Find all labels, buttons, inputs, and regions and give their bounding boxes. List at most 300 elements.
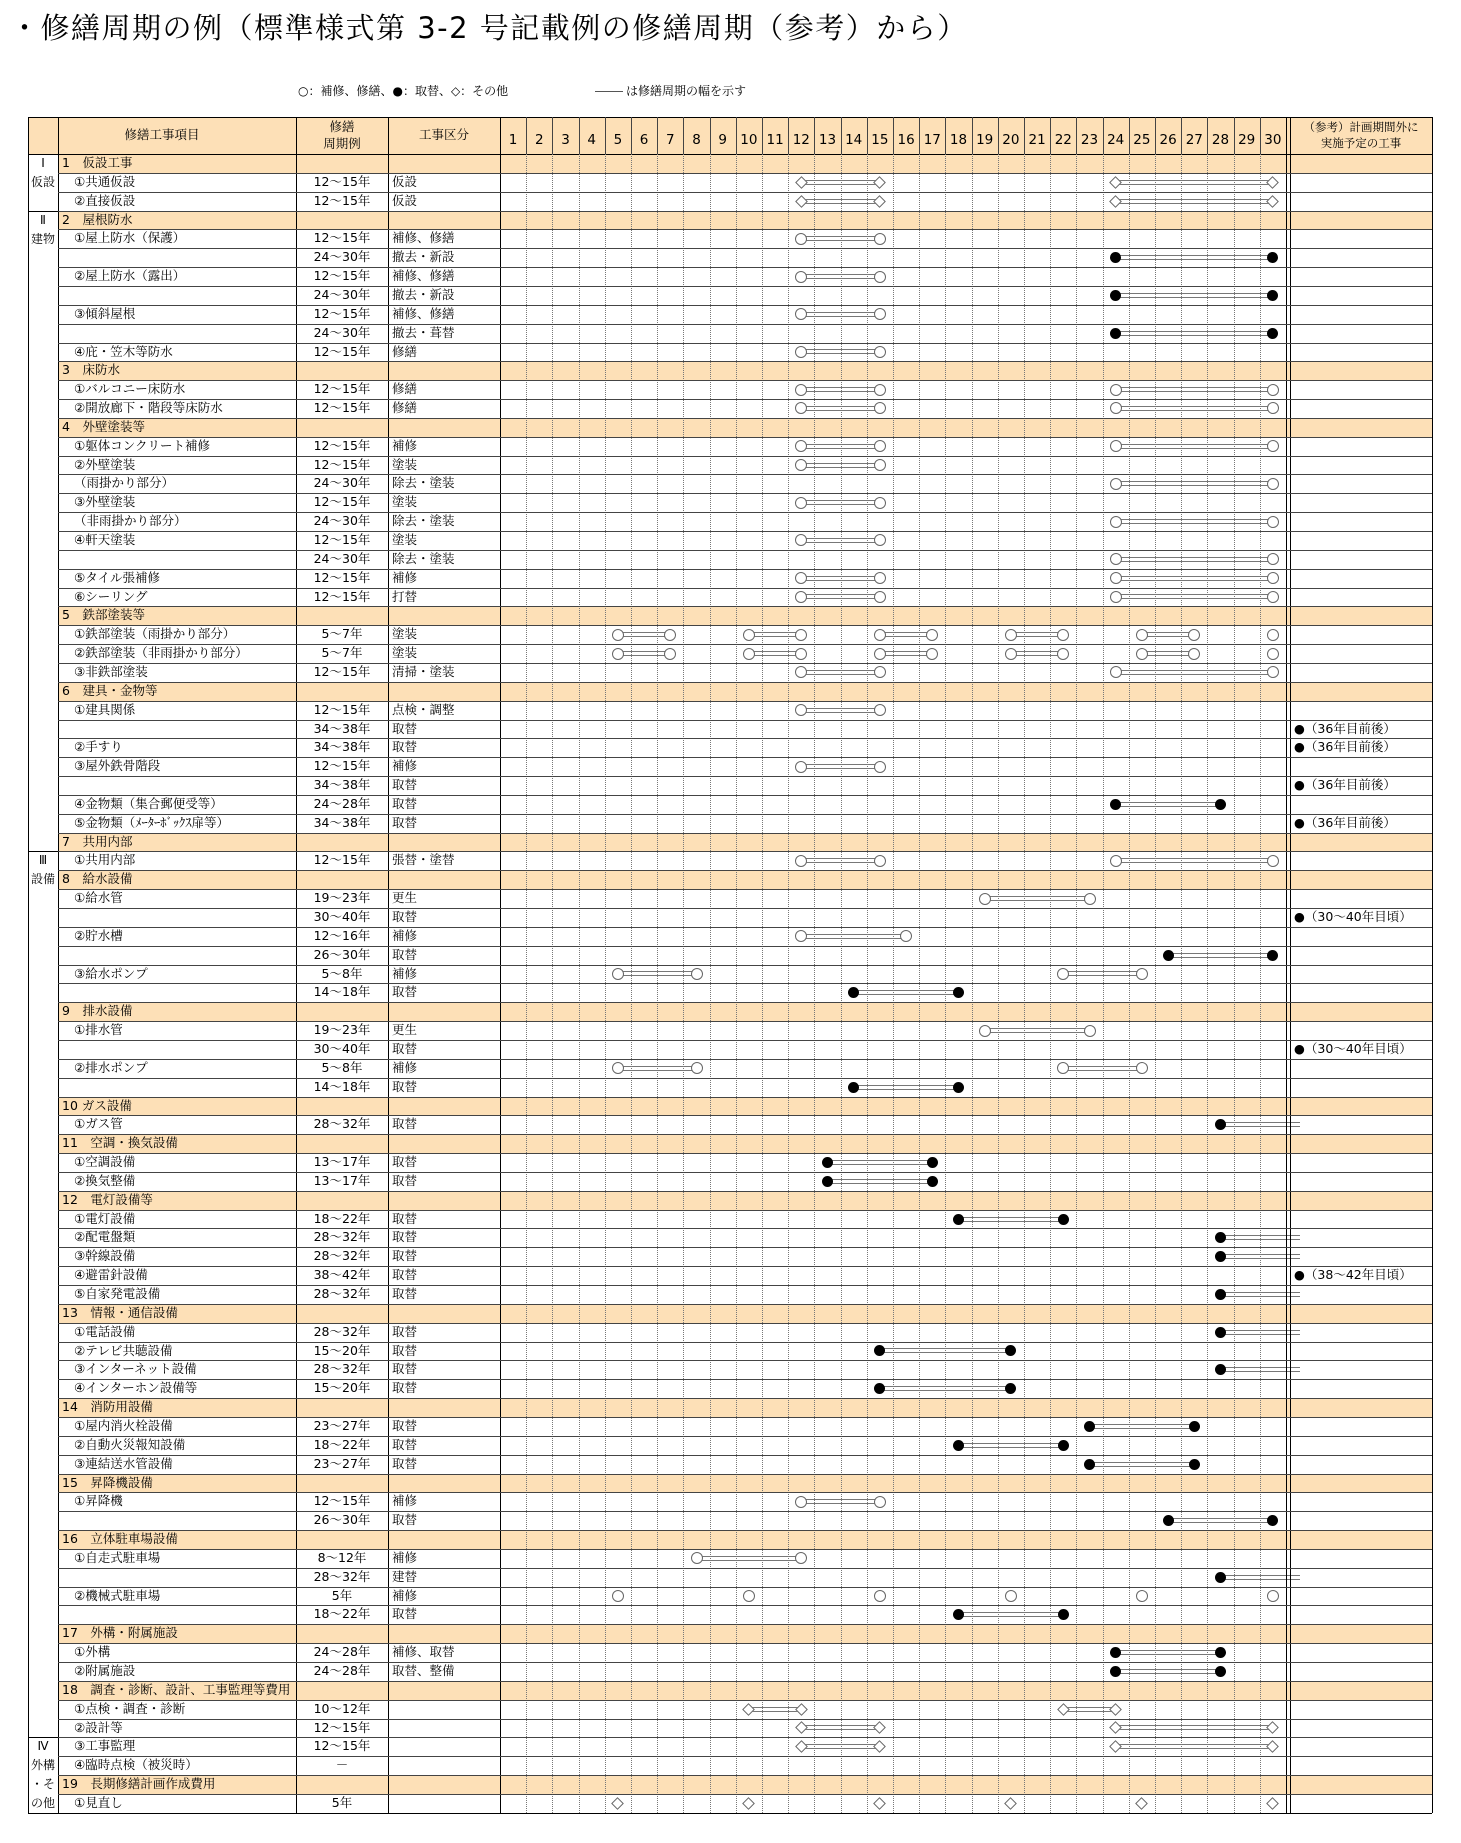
cycle-range-bar bbox=[959, 1217, 1064, 1222]
cycle-value: 26～30年 bbox=[313, 946, 371, 962]
repair-marker bbox=[1267, 666, 1279, 678]
cycle-value: 24～30年 bbox=[313, 286, 371, 302]
cycle-value: 23～27年 bbox=[313, 1417, 371, 1433]
repair-marker bbox=[1110, 855, 1122, 867]
header-year: 11 bbox=[766, 131, 784, 148]
repair-marker bbox=[795, 440, 807, 452]
grid-line bbox=[58, 1700, 1432, 1701]
item-name: ④庇・笠木等防水 bbox=[74, 343, 173, 359]
grid-line bbox=[58, 1360, 1432, 1361]
cycle-range-bar bbox=[959, 1443, 1064, 1448]
grid-line bbox=[631, 117, 632, 154]
repair-marker bbox=[1110, 440, 1122, 452]
cycle-value: 34～38年 bbox=[313, 777, 371, 793]
item-name: ①排水管 bbox=[74, 1022, 123, 1038]
item-name: ②附属施設 bbox=[74, 1663, 136, 1678]
grid-line bbox=[58, 1568, 1432, 1569]
kind-value: 修繕 bbox=[392, 381, 418, 397]
section-label: 9 排水設備 bbox=[62, 1003, 133, 1019]
other-work-marker bbox=[743, 1703, 756, 1716]
cycle-range-bar bbox=[1116, 199, 1273, 204]
kind-value: 取替 bbox=[392, 1436, 418, 1452]
cycle-range-bar bbox=[1116, 557, 1273, 562]
grid-line bbox=[58, 776, 1432, 777]
item-name bbox=[74, 248, 296, 267]
cycle-value: 26～30年 bbox=[313, 1512, 371, 1528]
header-year: 23 bbox=[1080, 131, 1099, 148]
cycle-value: 24～28年 bbox=[313, 1663, 371, 1678]
item-name: ①屋内消火栓設備 bbox=[74, 1417, 173, 1433]
replace-marker bbox=[1110, 1647, 1121, 1658]
header-year: 1 bbox=[508, 131, 518, 148]
category-roman: Ⅱ bbox=[40, 212, 46, 227]
cycle-range-bar bbox=[1116, 1650, 1221, 1655]
cycle-range-bar bbox=[1116, 293, 1273, 298]
kind-value: 補修 bbox=[392, 965, 418, 981]
kind-value: 補修 bbox=[392, 569, 418, 585]
cycle-range-bar bbox=[828, 1179, 933, 1184]
grid-line bbox=[58, 1285, 1432, 1286]
grid-line bbox=[58, 437, 1432, 438]
out-of-plan-note: ●（36年目前後） bbox=[1294, 720, 1396, 736]
replace-marker bbox=[1163, 950, 1174, 961]
cycle-range-bar bbox=[1116, 255, 1273, 260]
cycle-value: 30～40年 bbox=[313, 909, 371, 924]
kind-value: 修繕 bbox=[392, 400, 418, 416]
kind-value: 取替 bbox=[392, 984, 418, 1000]
grid-line bbox=[998, 117, 999, 154]
repair-marker bbox=[1110, 572, 1122, 584]
item-name: ②手すり bbox=[74, 739, 123, 755]
page-title: ・修繕周期の例（標準様式第 3-2 号記載例の修繕周期（参考）から） bbox=[10, 11, 968, 45]
out-of-plan-note: ●（30～40年目頃） bbox=[1294, 909, 1412, 924]
header-item: 修繕工事項目 bbox=[124, 127, 200, 143]
grid-line bbox=[58, 1474, 1432, 1475]
cycle-range-bar bbox=[749, 1707, 801, 1712]
cycle-range-bar bbox=[1116, 802, 1221, 807]
repair-marker bbox=[874, 497, 886, 509]
grid-line bbox=[58, 720, 1432, 721]
item-name: ①建具関係 bbox=[74, 701, 136, 717]
cycle-range-bar bbox=[854, 990, 959, 995]
out-of-plan-note: ●（38～42年目頃） bbox=[1294, 1267, 1412, 1283]
kind-value: 取替 bbox=[392, 1154, 418, 1170]
item-name: ③外壁塗装 bbox=[74, 494, 136, 510]
repair-marker bbox=[612, 629, 624, 641]
cycle-value: 14～18年 bbox=[313, 984, 371, 1000]
repair-marker bbox=[795, 1552, 807, 1564]
item-name: ①給水管 bbox=[74, 890, 123, 906]
grid-line bbox=[58, 1097, 1432, 1098]
repair-marker bbox=[874, 402, 886, 414]
cycle-value: 24～28年 bbox=[313, 795, 371, 811]
cycle-value: 38～42年 bbox=[313, 1267, 371, 1283]
repair-marker bbox=[874, 704, 886, 716]
repair-marker bbox=[1267, 572, 1279, 584]
symbol-legend: ○：補修、修繕、●：取替、◇：その他 bbox=[298, 84, 509, 98]
item-name: ③給水ポンプ bbox=[74, 965, 148, 981]
cycle-value: 12～15年 bbox=[313, 456, 371, 472]
header-year: 14 bbox=[845, 131, 863, 148]
cycle-range-bar bbox=[1116, 670, 1273, 675]
repair-marker bbox=[795, 308, 807, 320]
grid-line bbox=[58, 757, 1432, 758]
grid-line bbox=[58, 474, 1432, 475]
repair-marker bbox=[795, 666, 807, 678]
cycle-value: 5～8年 bbox=[321, 965, 363, 981]
line-legend bbox=[595, 82, 746, 99]
grid-line bbox=[28, 117, 1432, 118]
cycle-value: 5年 bbox=[331, 1587, 353, 1603]
other-work-marker bbox=[795, 195, 808, 208]
cycle-range-bar bbox=[1090, 1462, 1195, 1467]
grid-line bbox=[58, 493, 1432, 494]
cycle-value: 12～15年 bbox=[313, 1738, 371, 1754]
grid-line bbox=[893, 117, 894, 154]
cycle-value: 19～23年 bbox=[313, 890, 371, 906]
cycle-value: 12～15年 bbox=[313, 268, 371, 284]
grid-line bbox=[28, 211, 58, 212]
header-year: 16 bbox=[897, 131, 915, 148]
other-work-marker bbox=[874, 195, 887, 208]
grid-line bbox=[58, 1021, 1432, 1022]
grid-line bbox=[1024, 117, 1025, 154]
cycle-range-bar bbox=[959, 1612, 1064, 1617]
repair-marker bbox=[874, 346, 886, 358]
cycle-value: 18～22年 bbox=[313, 1606, 371, 1622]
grid-line bbox=[58, 1002, 1432, 1003]
item-name: ②直接仮設 bbox=[74, 192, 136, 208]
cycle-range-bar bbox=[1142, 632, 1194, 637]
repair-marker bbox=[1005, 629, 1017, 641]
repair-marker bbox=[1267, 402, 1279, 414]
header-kind: 工事区分 bbox=[418, 127, 469, 143]
kind-value: 除去・塗装 bbox=[392, 475, 455, 491]
repair-marker bbox=[743, 1590, 755, 1602]
item-name: ①見直し bbox=[74, 1794, 123, 1810]
replace-marker bbox=[1267, 950, 1278, 961]
section-label: 11 空調・換気設備 bbox=[62, 1135, 178, 1151]
section-label: 19 長期修繕計画作成費用 bbox=[62, 1776, 216, 1792]
header-year: 5 bbox=[613, 131, 623, 148]
cycle-value: 28～32年 bbox=[313, 1229, 371, 1245]
replace-marker bbox=[822, 1157, 833, 1168]
kind-value: 取替 bbox=[392, 1248, 418, 1264]
cycle-value: 5～8年 bbox=[321, 1059, 363, 1075]
grid-line bbox=[58, 569, 1432, 570]
item-name: ①電話設備 bbox=[74, 1323, 136, 1339]
item-name bbox=[74, 1078, 296, 1097]
grid-line bbox=[58, 1078, 1432, 1079]
grid-line bbox=[58, 1228, 1432, 1229]
cycle-value: 5～7年 bbox=[321, 645, 363, 661]
item-name: （雨掛かり部分） bbox=[74, 475, 175, 491]
section-label: 8 給水設備 bbox=[62, 871, 133, 887]
grid-line bbox=[58, 1417, 1432, 1418]
repair-marker bbox=[795, 704, 807, 716]
grid-line bbox=[58, 1436, 1432, 1437]
grid-line bbox=[58, 343, 1432, 344]
category-cell bbox=[28, 1737, 58, 1812]
cycle-range-bar bbox=[1116, 594, 1273, 599]
kind-value: 取替 bbox=[392, 1380, 418, 1396]
kind-value bbox=[392, 1794, 500, 1813]
item-name: ③傾斜屋根 bbox=[74, 305, 136, 321]
item-name: ①共用内部 bbox=[74, 852, 136, 868]
cycle-value: 8～12年 bbox=[317, 1549, 367, 1565]
cycle-value: 24～28年 bbox=[313, 1644, 371, 1660]
cycle-value: 28～32年 bbox=[313, 1568, 371, 1584]
replace-marker bbox=[874, 1345, 885, 1356]
item-name: ②開放廊下・階段等床防水 bbox=[74, 400, 223, 416]
kind-value: 補修、取替 bbox=[392, 1644, 455, 1660]
repair-marker bbox=[691, 1552, 703, 1564]
cycle-value: 12～15年 bbox=[313, 852, 371, 868]
header-cycle bbox=[296, 117, 388, 154]
kind-value: 補修 bbox=[392, 758, 418, 774]
repair-marker bbox=[874, 629, 886, 641]
kind-value: 取替 bbox=[392, 1229, 418, 1245]
grid-line bbox=[579, 117, 580, 154]
header-year: 19 bbox=[976, 131, 994, 148]
cycle-range-bar bbox=[1116, 387, 1273, 392]
grid-line bbox=[710, 117, 711, 154]
cycle-range-bar bbox=[1116, 406, 1273, 411]
grid-line bbox=[552, 117, 553, 154]
item-name bbox=[74, 324, 296, 343]
repair-marker bbox=[926, 648, 938, 660]
grid-line bbox=[58, 324, 1432, 325]
repair-marker bbox=[1188, 648, 1200, 660]
grid-line bbox=[58, 1719, 1432, 1720]
item-name bbox=[74, 550, 296, 569]
replace-marker bbox=[1084, 1459, 1095, 1470]
replace-marker bbox=[1058, 1214, 1069, 1225]
kind-value: 取替 bbox=[392, 1606, 418, 1622]
repair-marker bbox=[1267, 478, 1279, 490]
item-name bbox=[74, 1040, 296, 1059]
repair-marker bbox=[900, 930, 912, 942]
item-name: ②配電盤類 bbox=[74, 1229, 136, 1245]
repair-marker bbox=[874, 1590, 886, 1602]
repair-marker bbox=[1136, 968, 1148, 980]
item-name bbox=[74, 908, 296, 927]
repair-marker bbox=[1136, 1062, 1148, 1074]
repair-marker bbox=[874, 459, 886, 471]
kind-value: 補修 bbox=[392, 1493, 418, 1509]
replace-marker bbox=[953, 987, 964, 998]
repair-marker bbox=[1267, 648, 1279, 660]
kind-value: 除去・塗装 bbox=[392, 513, 455, 529]
cycle-value: 13～17年 bbox=[313, 1172, 371, 1188]
header-year: 17 bbox=[923, 131, 941, 148]
kind-value: 仮設 bbox=[392, 192, 418, 208]
repair-marker bbox=[1267, 384, 1279, 396]
other-work-marker bbox=[1005, 1797, 1018, 1810]
grid-line bbox=[58, 889, 1432, 890]
item-name: ①外構 bbox=[74, 1644, 111, 1660]
other-work-marker bbox=[1109, 1703, 1122, 1716]
header-year: 22 bbox=[1054, 131, 1072, 148]
other-work-marker bbox=[743, 1797, 756, 1810]
cycle-value: 28～32年 bbox=[313, 1361, 371, 1377]
replace-marker bbox=[1267, 328, 1278, 339]
repair-marker bbox=[691, 1062, 703, 1074]
other-work-marker bbox=[1267, 1797, 1280, 1810]
replace-marker bbox=[1215, 1572, 1226, 1583]
grid-line bbox=[657, 117, 658, 154]
replace-marker bbox=[1215, 1289, 1226, 1300]
cycle-value: 12～15年 bbox=[313, 305, 371, 321]
grid-line bbox=[814, 117, 815, 154]
section-label: 16 立体駐車場設備 bbox=[62, 1531, 178, 1547]
kind-value: 点検・調整 bbox=[392, 701, 455, 717]
kind-value bbox=[392, 1719, 500, 1738]
item-name: ①ガス管 bbox=[74, 1116, 123, 1132]
grid-line bbox=[1260, 117, 1261, 154]
item-name: ①空調設備 bbox=[74, 1154, 136, 1170]
cycle-range-bar bbox=[1168, 953, 1273, 958]
category-cell bbox=[28, 211, 58, 852]
kind-value: 塗装 bbox=[392, 532, 418, 547]
repair-marker bbox=[874, 855, 886, 867]
cycle-range-bar bbox=[697, 1556, 802, 1561]
header-year: 13 bbox=[818, 131, 837, 148]
other-work-marker bbox=[795, 1703, 808, 1716]
category-roman: Ⅳ bbox=[37, 1739, 49, 1754]
cycle-value: 24～30年 bbox=[313, 249, 371, 265]
kind-value: 補修、修繕 bbox=[392, 268, 455, 284]
repair-marker bbox=[795, 629, 807, 641]
other-work-marker bbox=[1109, 1722, 1122, 1735]
grid-line bbox=[58, 625, 1432, 626]
replace-marker bbox=[1110, 799, 1121, 810]
header-year: 28 bbox=[1211, 131, 1230, 148]
header-note bbox=[1290, 117, 1432, 154]
grid-line bbox=[58, 361, 1432, 362]
section-label: 7 共用内部 bbox=[62, 833, 133, 849]
kind-value: 取替 bbox=[392, 1361, 418, 1377]
kind-value: 取替 bbox=[392, 1078, 418, 1094]
grid-line bbox=[1207, 117, 1208, 154]
grid-line bbox=[58, 418, 1432, 419]
grid-line bbox=[58, 1643, 1432, 1644]
repair-marker bbox=[874, 308, 886, 320]
grid-line bbox=[58, 1756, 1432, 1757]
cycle-range-bar bbox=[1116, 1725, 1273, 1730]
header-note-line1: （参考）計画期間外に bbox=[1303, 119, 1419, 134]
replace-marker bbox=[822, 1176, 833, 1187]
replace-marker bbox=[1215, 799, 1226, 810]
replace-marker bbox=[1005, 1383, 1016, 1394]
repair-cycle-table bbox=[28, 117, 1432, 1823]
item-name: ②テレビ共聴設備 bbox=[74, 1342, 173, 1358]
item-name bbox=[74, 983, 296, 1002]
out-of-plan-note: ●（36年目前後） bbox=[1294, 777, 1396, 793]
replace-marker bbox=[927, 1176, 938, 1187]
replace-marker bbox=[1189, 1421, 1200, 1432]
repair-marker bbox=[1005, 1590, 1017, 1602]
section-label: 6 建具・金物等 bbox=[62, 682, 158, 698]
range-line-sample bbox=[595, 91, 623, 92]
grid-line bbox=[58, 1210, 1432, 1211]
cycle-value: 34～38年 bbox=[313, 739, 371, 755]
grid-line bbox=[58, 1323, 1432, 1324]
cycle-value: 28～32年 bbox=[313, 1248, 371, 1264]
kind-value: 取替 bbox=[392, 909, 418, 924]
grid-line bbox=[28, 117, 29, 1813]
cycle-value: 34～38年 bbox=[313, 720, 371, 736]
cycle-value: 12～15年 bbox=[313, 758, 371, 774]
cycle-value: 24～30年 bbox=[313, 550, 371, 566]
replace-marker bbox=[1215, 1232, 1226, 1243]
kind-value bbox=[392, 1756, 500, 1775]
kind-value: 取替 bbox=[392, 1210, 418, 1226]
other-work-marker bbox=[874, 1722, 887, 1735]
cycle-value: 19～23年 bbox=[313, 1022, 371, 1038]
kind-value: 補修 bbox=[392, 1059, 418, 1075]
repair-marker bbox=[1057, 648, 1069, 660]
cycle-range-bar bbox=[854, 1085, 959, 1090]
header-year: 29 bbox=[1238, 131, 1256, 148]
repair-marker bbox=[1057, 629, 1069, 641]
repair-marker bbox=[795, 930, 807, 942]
cycle-value: 18～22年 bbox=[313, 1436, 371, 1452]
cycle-range-bar bbox=[1011, 651, 1063, 656]
repair-marker bbox=[874, 591, 886, 603]
grid-line bbox=[58, 1587, 1432, 1588]
header-cycle-line2: 周期例 bbox=[323, 135, 361, 151]
replace-marker bbox=[1215, 1364, 1226, 1375]
replace-marker bbox=[1267, 1515, 1278, 1526]
category-label: 設備 bbox=[30, 872, 55, 887]
item-name bbox=[74, 720, 296, 739]
repair-marker bbox=[874, 440, 886, 452]
kind-value: 取替 bbox=[392, 795, 418, 811]
cycle-value: 12～15年 bbox=[313, 532, 371, 547]
section-label: 12 電灯設備等 bbox=[62, 1191, 153, 1207]
cycle-range-bar bbox=[801, 934, 906, 939]
repair-marker bbox=[795, 346, 807, 358]
section-label: 18 調査・診断、設計、工事監理等費用 bbox=[62, 1681, 291, 1697]
grid-line bbox=[58, 983, 1432, 984]
replace-marker bbox=[1267, 290, 1278, 301]
grid-line bbox=[58, 531, 1432, 532]
kind-value: 塗装 bbox=[392, 645, 418, 661]
cycle-value: 12～15年 bbox=[313, 663, 371, 679]
out-of-plan-note: ●（30～40年目頃） bbox=[1294, 1040, 1412, 1056]
cycle-value: 28～32年 bbox=[313, 1286, 371, 1301]
section-label: 3 床防水 bbox=[62, 362, 120, 378]
grid-line bbox=[58, 1775, 1432, 1776]
cycle-value: 12～15年 bbox=[313, 343, 371, 359]
repair-marker bbox=[1110, 666, 1122, 678]
item-name: ①躯体コンクリート補修 bbox=[74, 437, 210, 453]
repair-marker bbox=[795, 233, 807, 245]
item-name: ③連結送水管設備 bbox=[74, 1455, 173, 1471]
kind-value: 更生 bbox=[392, 1022, 418, 1038]
grid-line bbox=[58, 512, 1432, 513]
cycle-value: 13～17年 bbox=[313, 1154, 371, 1170]
cycle-value: 10～12年 bbox=[313, 1700, 371, 1716]
other-work-marker bbox=[795, 176, 808, 189]
repair-marker bbox=[1110, 516, 1122, 528]
repair-marker bbox=[612, 648, 624, 660]
grid-line bbox=[58, 286, 1432, 287]
category-roman: Ⅲ bbox=[38, 853, 48, 868]
header-year: 26 bbox=[1159, 131, 1177, 148]
repair-marker bbox=[664, 648, 676, 660]
